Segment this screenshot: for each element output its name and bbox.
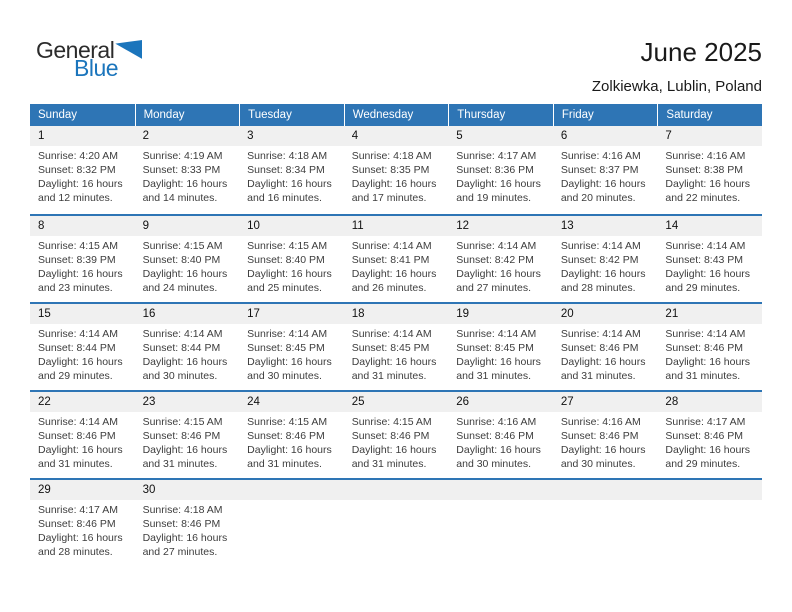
day-details [448, 236, 553, 295]
day-details [30, 146, 135, 205]
day-info-line: Sunset: 8:36 PM [456, 164, 534, 176]
day-details [344, 236, 449, 295]
day-info-line: and 23 minutes. [38, 282, 113, 294]
day-details [553, 412, 658, 471]
general-blue-logo [36, 38, 142, 80]
day-details [30, 500, 135, 559]
day-info-line: Sunrise: 4:14 AM [560, 240, 641, 252]
day-details [657, 412, 762, 471]
day-info-line: Sunrise: 4:17 AM [456, 150, 537, 162]
day-info-line: Daylight: 16 hours [665, 178, 751, 190]
day-number: 29 [38, 484, 51, 496]
calendar-day-cell [30, 216, 135, 302]
day-info-line: and 31 minutes. [142, 458, 218, 470]
calendar-day-cell [30, 480, 135, 566]
day-number: 15 [38, 308, 51, 320]
calendar-day-cell [30, 126, 135, 214]
day-info-line: Sunrise: 4:18 AM [351, 150, 432, 162]
day-info-line: and 31 minutes. [351, 458, 427, 470]
day-number: 13 [560, 220, 574, 232]
day-details [30, 324, 135, 383]
day-number-band [344, 480, 449, 500]
day-info-line: Daylight: 16 hours [456, 178, 541, 190]
calendar-day-cell [448, 392, 553, 478]
day-info-line: Daylight: 16 hours [351, 268, 437, 280]
calendar-day-cell [239, 304, 344, 390]
day-number-band [448, 304, 553, 324]
day-info-line: Daylight: 16 hours [142, 268, 228, 280]
day-info-line: Daylight: 16 hours [247, 356, 332, 368]
day-details [448, 412, 553, 471]
day-number-band [657, 126, 762, 146]
day-number: 21 [665, 308, 679, 320]
day-number-band [657, 216, 762, 236]
day-info-line: and 30 minutes. [142, 370, 218, 382]
calendar-day-cell [657, 392, 762, 478]
day-info-line: Sunrise: 4:15 AM [142, 240, 223, 252]
day-info-line: Sunrise: 4:16 AM [665, 150, 746, 162]
day-number: 22 [38, 396, 51, 408]
weekday-monday: Monday [135, 104, 240, 126]
day-number-band [344, 216, 449, 236]
calendar-grid [30, 126, 762, 566]
day-info-line: Daylight: 16 hours [456, 356, 541, 368]
day-info-line: and 14 minutes. [142, 192, 218, 204]
weekday-friday: Friday [553, 104, 658, 126]
day-number: 20 [560, 308, 574, 320]
day-number-band [344, 392, 449, 412]
weekday-tuesday: Tuesday [239, 104, 344, 126]
day-details [448, 324, 553, 383]
day-info-line: Sunrise: 4:17 AM [38, 504, 118, 516]
day-number-band [553, 304, 658, 324]
day-details [30, 236, 135, 295]
day-info-line: Sunset: 8:39 PM [38, 254, 116, 266]
day-number: 10 [247, 220, 260, 232]
day-details [344, 324, 449, 383]
day-number-band [239, 126, 344, 146]
day-details [239, 146, 344, 205]
calendar-day-cell [344, 126, 449, 214]
day-info-line: Daylight: 16 hours [142, 532, 228, 544]
day-details [553, 236, 658, 295]
day-info-line: and 29 minutes. [665, 458, 741, 470]
day-info-line: Daylight: 16 hours [351, 444, 437, 456]
day-number-band [239, 392, 344, 412]
day-number: 12 [456, 220, 470, 232]
calendar-day-cell [657, 216, 762, 302]
day-details [553, 146, 658, 205]
day-info-line: Daylight: 16 hours [38, 178, 123, 190]
day-info-line: Sunrise: 4:15 AM [247, 240, 328, 252]
day-number: 19 [456, 308, 470, 320]
day-details [448, 146, 553, 205]
day-number-band [239, 216, 344, 236]
day-info-line: Sunrise: 4:16 AM [456, 416, 537, 428]
calendar-day-cell [135, 216, 240, 302]
day-info-line: Sunset: 8:40 PM [142, 254, 221, 266]
day-info-line: Daylight: 16 hours [247, 444, 332, 456]
day-info-line: Sunrise: 4:14 AM [142, 328, 223, 340]
calendar-day-cell [553, 480, 658, 566]
week-row [30, 478, 762, 566]
weekday-sunday: Sunday [38, 109, 78, 121]
day-info-line: Sunset: 8:41 PM [351, 254, 430, 266]
day-info-line: Daylight: 16 hours [456, 444, 541, 456]
calendar-day-cell [239, 392, 344, 478]
calendar-day-cell [657, 304, 762, 390]
day-info-line: and 28 minutes. [560, 282, 636, 294]
day-number-band [657, 392, 762, 412]
calendar-day-cell [135, 126, 240, 214]
day-info-line: Sunset: 8:42 PM [560, 254, 639, 266]
day-info-line: and 30 minutes. [247, 370, 322, 382]
day-info-line: Sunset: 8:46 PM [142, 430, 221, 442]
day-details [239, 412, 344, 471]
day-info-line: Sunset: 8:45 PM [351, 342, 430, 354]
day-info-line: and 26 minutes. [351, 282, 427, 294]
title-block [592, 36, 762, 95]
weekday-saturday: Saturday [657, 104, 762, 126]
day-number: 5 [456, 130, 463, 142]
day-details [553, 500, 658, 503]
day-info-line: Sunrise: 4:14 AM [38, 328, 118, 340]
day-info-line: Sunset: 8:46 PM [247, 430, 325, 442]
day-info-line: Daylight: 16 hours [38, 356, 123, 368]
day-info-line: and 27 minutes. [456, 282, 531, 294]
day-details [135, 500, 240, 559]
calendar-day-cell [553, 216, 658, 302]
day-info-line: Sunrise: 4:14 AM [665, 240, 746, 252]
day-info-line: Sunrise: 4:17 AM [665, 416, 746, 428]
calendar-day-cell [553, 126, 658, 214]
day-info-line: Daylight: 16 hours [247, 268, 332, 280]
day-info-line: Sunset: 8:45 PM [456, 342, 534, 354]
day-number-band [657, 304, 762, 324]
day-info-line: Daylight: 16 hours [560, 444, 646, 456]
day-info-line: Daylight: 16 hours [247, 178, 332, 190]
day-info-line: Sunrise: 4:14 AM [38, 416, 118, 428]
day-number: 7 [665, 130, 672, 142]
day-number: 6 [560, 130, 568, 142]
day-number: 16 [142, 308, 156, 320]
day-number: 2 [142, 130, 149, 142]
day-info-line: Sunset: 8:42 PM [456, 254, 534, 266]
calendar-day-cell [239, 126, 344, 214]
weekday-wednesday: Wednesday [344, 104, 449, 126]
day-details [657, 146, 762, 205]
day-info-line: and 31 minutes. [560, 370, 636, 382]
day-details [239, 236, 344, 295]
day-details [135, 236, 240, 295]
day-info-line: Sunset: 8:46 PM [560, 342, 639, 354]
day-info-line: Sunset: 8:46 PM [351, 430, 430, 442]
day-info-line: Sunrise: 4:15 AM [351, 416, 432, 428]
calendar-day-cell [448, 304, 553, 390]
day-info-line: Sunrise: 4:14 AM [456, 240, 537, 252]
day-number: 4 [351, 130, 359, 142]
day-info-line: Sunset: 8:38 PM [665, 164, 744, 176]
day-info-line: and 17 minutes. [351, 192, 427, 204]
day-info-line: Daylight: 16 hours [38, 268, 123, 280]
calendar-day-cell [344, 304, 449, 390]
day-info-line: and 24 minutes. [142, 282, 218, 294]
calendar-day-cell [448, 216, 553, 302]
day-info-line: and 29 minutes. [38, 370, 113, 382]
calendar-day-cell [239, 480, 344, 566]
day-info-line: Sunset: 8:40 PM [247, 254, 325, 266]
day-info-line: Daylight: 16 hours [142, 178, 228, 190]
day-info-line: Sunrise: 4:14 AM [665, 328, 746, 340]
day-number: 23 [142, 396, 156, 408]
day-info-line: Sunrise: 4:18 AM [247, 150, 328, 162]
day-number-band [448, 480, 553, 500]
day-info-line: and 30 minutes. [560, 458, 636, 470]
day-details [448, 500, 553, 503]
day-info-line: and 30 minutes. [456, 458, 531, 470]
day-info-line: Sunset: 8:43 PM [665, 254, 744, 266]
day-number: 18 [351, 308, 365, 320]
day-info-line: Sunset: 8:46 PM [665, 430, 744, 442]
day-info-line: Daylight: 16 hours [38, 532, 123, 544]
calendar-day-cell [657, 126, 762, 214]
day-number: 14 [665, 220, 679, 232]
day-number-band [239, 304, 344, 324]
day-info-line: Sunrise: 4:18 AM [142, 504, 223, 516]
calendar-day-cell [344, 480, 449, 566]
day-info-line: Sunrise: 4:14 AM [351, 328, 432, 340]
day-details [553, 324, 658, 383]
calendar-day-cell [448, 480, 553, 566]
calendar-day-cell [344, 392, 449, 478]
day-info-line: Daylight: 16 hours [38, 444, 123, 456]
day-number-band [344, 304, 449, 324]
day-details [657, 500, 762, 503]
day-number-band [553, 480, 658, 500]
day-info-line: and 19 minutes. [456, 192, 531, 204]
day-info-line: Daylight: 16 hours [560, 356, 646, 368]
calendar-day-cell [448, 126, 553, 214]
day-number-band [239, 480, 344, 500]
day-number: 3 [247, 130, 254, 142]
day-details [344, 412, 449, 471]
day-number-band [135, 304, 240, 324]
day-number-band [30, 126, 135, 146]
day-info-line: Sunset: 8:34 PM [247, 164, 325, 176]
day-number: 28 [665, 396, 679, 408]
day-details [135, 412, 240, 471]
week-row [30, 126, 762, 214]
day-number: 25 [351, 396, 365, 408]
day-info-line: Daylight: 16 hours [142, 356, 228, 368]
day-number: 27 [560, 396, 574, 408]
day-info-line: and 31 minutes. [38, 458, 113, 470]
day-number-band [30, 216, 135, 236]
day-info-line: Sunset: 8:45 PM [247, 342, 325, 354]
calendar-day-cell [30, 392, 135, 478]
day-info-line: Sunset: 8:44 PM [142, 342, 221, 354]
day-number-band [135, 480, 240, 500]
day-info-line: and 31 minutes. [247, 458, 322, 470]
day-info-line: Daylight: 16 hours [665, 444, 751, 456]
day-info-line: and 29 minutes. [665, 282, 741, 294]
day-info-line: Sunset: 8:46 PM [560, 430, 639, 442]
day-info-line: and 22 minutes. [665, 192, 741, 204]
calendar-day-cell [135, 480, 240, 566]
day-info-line: Sunset: 8:44 PM [38, 342, 116, 354]
day-info-line: Sunrise: 4:14 AM [560, 328, 641, 340]
day-number-band [448, 216, 553, 236]
day-number-band [553, 216, 658, 236]
day-info-line: and 31 minutes. [456, 370, 531, 382]
day-info-line: Daylight: 16 hours [665, 356, 751, 368]
day-details [344, 500, 449, 503]
logo-text-general: General [36, 37, 115, 63]
day-info-line: Daylight: 16 hours [351, 356, 437, 368]
weekday-thursday: Thursday [448, 104, 553, 126]
day-details [344, 146, 449, 205]
day-number: 9 [142, 220, 149, 232]
day-details [657, 324, 762, 383]
day-info-line: Sunset: 8:35 PM [351, 164, 430, 176]
week-row [30, 214, 762, 302]
day-info-line: Sunset: 8:46 PM [38, 430, 116, 442]
day-info-line: Daylight: 16 hours [560, 268, 646, 280]
day-number-band [344, 126, 449, 146]
day-info-line: Sunset: 8:37 PM [560, 164, 639, 176]
day-number-band [30, 304, 135, 324]
day-number: 30 [142, 484, 156, 496]
day-info-line: and 31 minutes. [665, 370, 741, 382]
day-info-line: Sunrise: 4:14 AM [351, 240, 432, 252]
day-details [135, 146, 240, 205]
calendar-day-cell [239, 216, 344, 302]
week-row [30, 390, 762, 478]
day-info-line: Sunset: 8:46 PM [456, 430, 534, 442]
day-details [239, 324, 344, 383]
page-title: June 2025 [640, 37, 762, 67]
day-number-band [135, 216, 240, 236]
calendar-day-cell [553, 304, 658, 390]
day-info-line: Sunset: 8:32 PM [38, 164, 116, 176]
day-info-line: Daylight: 16 hours [142, 444, 228, 456]
day-number-band [448, 392, 553, 412]
day-number-band [135, 392, 240, 412]
day-number: 17 [247, 308, 260, 320]
calendar-day-cell [30, 304, 135, 390]
calendar-day-cell [135, 304, 240, 390]
day-info-line: and 20 minutes. [560, 192, 636, 204]
day-info-line: Daylight: 16 hours [560, 178, 646, 190]
calendar-day-cell [344, 216, 449, 302]
day-info-line: Daylight: 16 hours [351, 178, 437, 190]
day-info-line: and 27 minutes. [142, 546, 218, 558]
day-details [30, 412, 135, 471]
location-subtitle: Zolkiewka, Lublin, Poland [591, 78, 762, 95]
day-info-line: Sunrise: 4:16 AM [560, 150, 641, 162]
day-details [135, 324, 240, 383]
day-info-line: Sunrise: 4:15 AM [38, 240, 118, 252]
day-info-line: and 16 minutes. [247, 192, 322, 204]
day-number-band [448, 126, 553, 146]
day-info-line: Sunrise: 4:14 AM [456, 328, 537, 340]
day-number-band [135, 126, 240, 146]
day-details [657, 236, 762, 295]
day-info-line: and 31 minutes. [351, 370, 427, 382]
day-info-line: Sunrise: 4:14 AM [247, 328, 328, 340]
day-info-line: Sunset: 8:46 PM [142, 518, 221, 530]
day-number-band [30, 480, 135, 500]
week-row [30, 302, 762, 390]
day-info-line: Sunrise: 4:20 AM [38, 150, 118, 162]
calendar [30, 104, 762, 566]
day-info-line: Sunset: 8:46 PM [665, 342, 744, 354]
day-info-line: and 12 minutes. [38, 192, 113, 204]
day-info-line: Sunrise: 4:15 AM [247, 416, 328, 428]
day-number-band [657, 480, 762, 500]
day-info-line: Sunset: 8:46 PM [38, 518, 116, 530]
day-number: 1 [38, 130, 45, 142]
day-details [239, 500, 344, 503]
day-info-line: Sunrise: 4:16 AM [560, 416, 641, 428]
day-info-line: and 25 minutes. [247, 282, 322, 294]
day-number: 8 [38, 220, 45, 232]
logo-text-blue: Blue [74, 55, 119, 81]
day-info-line: Sunrise: 4:15 AM [142, 416, 223, 428]
day-number: 24 [247, 396, 260, 408]
calendar-day-cell [657, 480, 762, 566]
day-info-line: and 28 minutes. [38, 546, 113, 558]
day-info-line: Sunset: 8:33 PM [142, 164, 221, 176]
day-number: 11 [351, 220, 364, 232]
day-number-band [553, 392, 658, 412]
calendar-day-cell [553, 392, 658, 478]
calendar-day-cell [135, 392, 240, 478]
day-number: 26 [456, 396, 470, 408]
day-info-line: Daylight: 16 hours [456, 268, 541, 280]
weekday-header-row [30, 104, 762, 126]
day-info-line: Sunrise: 4:19 AM [142, 150, 223, 162]
day-info-line: Daylight: 16 hours [665, 268, 751, 280]
day-number-band [553, 126, 658, 146]
day-number-band [30, 392, 135, 412]
